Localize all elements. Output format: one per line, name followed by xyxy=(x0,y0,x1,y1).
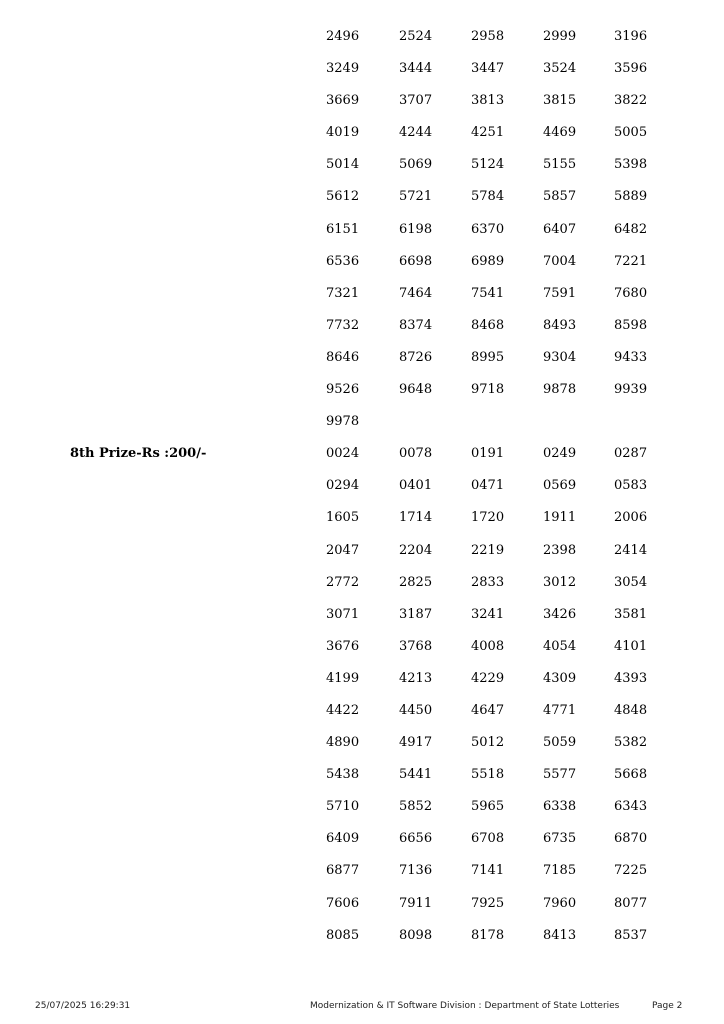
winning-number: 2219 xyxy=(471,542,505,558)
prize-label: 8th Prize-Rs :200/- xyxy=(70,446,207,462)
winning-number: 8413 xyxy=(543,927,577,943)
winning-number: 0249 xyxy=(543,446,577,462)
winning-number: 4309 xyxy=(543,670,577,686)
winning-number: 4771 xyxy=(543,702,577,718)
winning-number: 5398 xyxy=(614,157,648,173)
winning-number: 9718 xyxy=(471,382,505,398)
result-row xyxy=(0,920,724,952)
winning-number: 6198 xyxy=(399,221,433,237)
winning-number: 4647 xyxy=(471,702,505,718)
winning-number: 6482 xyxy=(614,221,648,237)
winning-number: 3815 xyxy=(543,93,577,109)
result-row xyxy=(0,214,724,246)
winning-number: 5668 xyxy=(614,767,648,783)
winning-number: 7136 xyxy=(399,863,433,879)
winning-number: 5382 xyxy=(614,735,648,751)
winning-number: 8077 xyxy=(614,895,648,911)
winning-number: 9978 xyxy=(326,414,360,430)
winning-number: 2833 xyxy=(471,574,505,590)
result-row xyxy=(0,246,724,278)
winning-number: 6708 xyxy=(471,831,505,847)
winning-number: 8646 xyxy=(326,349,360,365)
winning-number: 0078 xyxy=(399,446,433,462)
winning-number: 6370 xyxy=(471,221,505,237)
winning-number: 6536 xyxy=(326,253,360,269)
winning-number: 2524 xyxy=(399,29,433,44)
result-row xyxy=(0,663,724,695)
winning-number: 4199 xyxy=(326,670,360,686)
winning-number: 1720 xyxy=(471,510,505,526)
winning-number: 1714 xyxy=(399,510,433,526)
winning-number: 5857 xyxy=(543,189,577,205)
winning-number: 5059 xyxy=(543,735,577,751)
winning-number: 7680 xyxy=(614,285,648,301)
winning-number: 3581 xyxy=(614,606,648,622)
winning-number: 7732 xyxy=(326,317,360,333)
winning-number: 8178 xyxy=(471,927,505,943)
winning-number: 2772 xyxy=(326,574,360,590)
result-row xyxy=(0,181,724,213)
result-row xyxy=(0,117,724,149)
winning-number: 3768 xyxy=(399,638,433,654)
winning-number: 2398 xyxy=(543,542,577,558)
winning-number: 3071 xyxy=(326,606,360,622)
winning-number: 5438 xyxy=(326,767,360,783)
winning-number: 3444 xyxy=(399,61,433,77)
winning-number: 6151 xyxy=(326,221,360,237)
winning-number: 2958 xyxy=(471,29,505,44)
winning-number: 6698 xyxy=(399,253,433,269)
result-row xyxy=(0,374,724,406)
result-row xyxy=(0,855,724,887)
print-timestamp: 25/07/2025 16:29:31 xyxy=(35,1001,131,1011)
winning-number: 7185 xyxy=(543,863,577,879)
winning-number: 6409 xyxy=(326,831,360,847)
winning-number: 2047 xyxy=(326,542,360,558)
winning-number: 2006 xyxy=(614,510,648,526)
winning-number: 8493 xyxy=(543,317,577,333)
winning-number: 6989 xyxy=(471,253,505,269)
winning-number: 4101 xyxy=(614,638,648,654)
winning-number: 2204 xyxy=(399,542,433,558)
result-row xyxy=(0,727,724,759)
winning-number: 3822 xyxy=(614,93,648,109)
winning-number: 8085 xyxy=(326,927,360,943)
winning-number: 8098 xyxy=(399,927,433,943)
winning-number: 2825 xyxy=(399,574,433,590)
winning-number: 8374 xyxy=(399,317,433,333)
winning-number: 9526 xyxy=(326,382,360,398)
winning-number: 0191 xyxy=(471,446,505,462)
winning-number: 4848 xyxy=(614,702,648,718)
winning-number: 5005 xyxy=(614,125,648,141)
winning-number: 5710 xyxy=(326,799,360,815)
result-row xyxy=(0,535,724,567)
winning-number: 6877 xyxy=(326,863,360,879)
winning-number: 3249 xyxy=(326,61,360,77)
result-row xyxy=(0,567,724,599)
winning-number: 7591 xyxy=(543,285,577,301)
winning-number: 6338 xyxy=(543,799,577,815)
winning-number: 5124 xyxy=(471,157,505,173)
winning-number: 4251 xyxy=(471,125,505,141)
winning-number: 8726 xyxy=(399,349,433,365)
winning-number: 7960 xyxy=(543,895,577,911)
winning-number: 3707 xyxy=(399,93,433,109)
winning-number: 4054 xyxy=(543,638,577,654)
winning-number: 0287 xyxy=(614,446,648,462)
result-row xyxy=(0,278,724,310)
winning-number: 5069 xyxy=(399,157,433,173)
winning-number: 3187 xyxy=(399,606,433,622)
winning-number: 5852 xyxy=(399,799,433,815)
winning-number: 7225 xyxy=(614,863,648,879)
winning-number: 4450 xyxy=(399,702,433,718)
result-row xyxy=(0,342,724,374)
winning-number: 7321 xyxy=(326,285,360,301)
winning-number: 5518 xyxy=(471,767,505,783)
winning-number: 3669 xyxy=(326,93,360,109)
result-row xyxy=(0,149,724,181)
result-row xyxy=(0,470,724,502)
winning-number: 7606 xyxy=(326,895,360,911)
winning-number: 0583 xyxy=(614,478,648,494)
winning-number: 5014 xyxy=(326,157,360,173)
winning-number: 3426 xyxy=(543,606,577,622)
winning-number: 9648 xyxy=(399,382,433,398)
result-row xyxy=(0,759,724,791)
winning-number: 5889 xyxy=(614,189,648,205)
winning-number: 3596 xyxy=(614,61,648,77)
winning-number: 0024 xyxy=(326,446,360,462)
winning-number: 7464 xyxy=(399,285,433,301)
winning-number: 3447 xyxy=(471,61,505,77)
winning-number: 4917 xyxy=(399,735,433,751)
result-row xyxy=(0,599,724,631)
winning-number: 5784 xyxy=(471,189,505,205)
winning-number: 4422 xyxy=(326,702,360,718)
winning-number: 8598 xyxy=(614,317,648,333)
winning-number: 9878 xyxy=(543,382,577,398)
winning-number: 9433 xyxy=(614,349,648,365)
winning-number: 5155 xyxy=(543,157,577,173)
winning-number: 5577 xyxy=(543,767,577,783)
winning-number: 4008 xyxy=(471,638,505,654)
winning-number: 2999 xyxy=(543,29,577,44)
result-row xyxy=(0,53,724,85)
winning-number: 5612 xyxy=(326,189,360,205)
winning-number: 3012 xyxy=(543,574,577,590)
result-row xyxy=(0,791,724,823)
winning-number: 0471 xyxy=(471,478,505,494)
winning-number: 9939 xyxy=(614,382,648,398)
winning-number: 0569 xyxy=(543,478,577,494)
winning-number: 7911 xyxy=(399,895,433,911)
winning-number: 5721 xyxy=(399,189,433,205)
winning-number: 4890 xyxy=(326,735,360,751)
winning-number: 2496 xyxy=(326,29,360,44)
winning-number: 7221 xyxy=(614,253,648,269)
winning-number: 4244 xyxy=(399,125,433,141)
winning-number: 4213 xyxy=(399,670,433,686)
result-row xyxy=(0,310,724,342)
winning-number: 4469 xyxy=(543,125,577,141)
winning-number: 2414 xyxy=(614,542,648,558)
winning-number: 5965 xyxy=(471,799,505,815)
winning-number: 3676 xyxy=(326,638,360,654)
winning-number: 3241 xyxy=(471,606,505,622)
winning-number: 6656 xyxy=(399,831,433,847)
winning-number: 3524 xyxy=(543,61,577,77)
result-row xyxy=(0,631,724,663)
winning-number: 6735 xyxy=(543,831,577,847)
winning-number: 7004 xyxy=(543,253,577,269)
page-number: Page 2 xyxy=(652,1001,683,1011)
winning-number: 5441 xyxy=(399,767,433,783)
winning-number: 4019 xyxy=(326,125,360,141)
winning-number: 8468 xyxy=(471,317,505,333)
winning-number: 5012 xyxy=(471,735,505,751)
winning-number: 1911 xyxy=(543,510,577,526)
footer-division: Modernization & IT Software Division : Department of State Lotteries xyxy=(310,1001,620,1011)
winning-number: 7141 xyxy=(471,863,505,879)
results-table xyxy=(0,21,724,952)
winning-number: 3813 xyxy=(471,93,505,109)
result-row xyxy=(0,695,724,727)
winning-number: 6407 xyxy=(543,221,577,237)
winning-number: 7541 xyxy=(471,285,505,301)
result-row xyxy=(0,888,724,920)
winning-number: 4393 xyxy=(614,670,648,686)
result-row xyxy=(0,85,724,117)
winning-number: 3054 xyxy=(614,574,648,590)
result-row xyxy=(0,406,724,438)
winning-number: 9304 xyxy=(543,349,577,365)
winning-number: 7925 xyxy=(471,895,505,911)
winning-number: 8995 xyxy=(471,349,505,365)
winning-number: 6343 xyxy=(614,799,648,815)
winning-number: 6870 xyxy=(614,831,648,847)
winning-number: 3196 xyxy=(614,29,648,44)
winning-number: 8537 xyxy=(614,927,648,943)
result-row xyxy=(0,823,724,855)
result-row xyxy=(0,21,724,53)
winning-number: 1605 xyxy=(326,510,360,526)
winning-number: 4229 xyxy=(471,670,505,686)
winning-number: 0401 xyxy=(399,478,433,494)
result-row xyxy=(0,502,724,534)
winning-number: 0294 xyxy=(326,478,360,494)
result-row xyxy=(0,438,724,470)
